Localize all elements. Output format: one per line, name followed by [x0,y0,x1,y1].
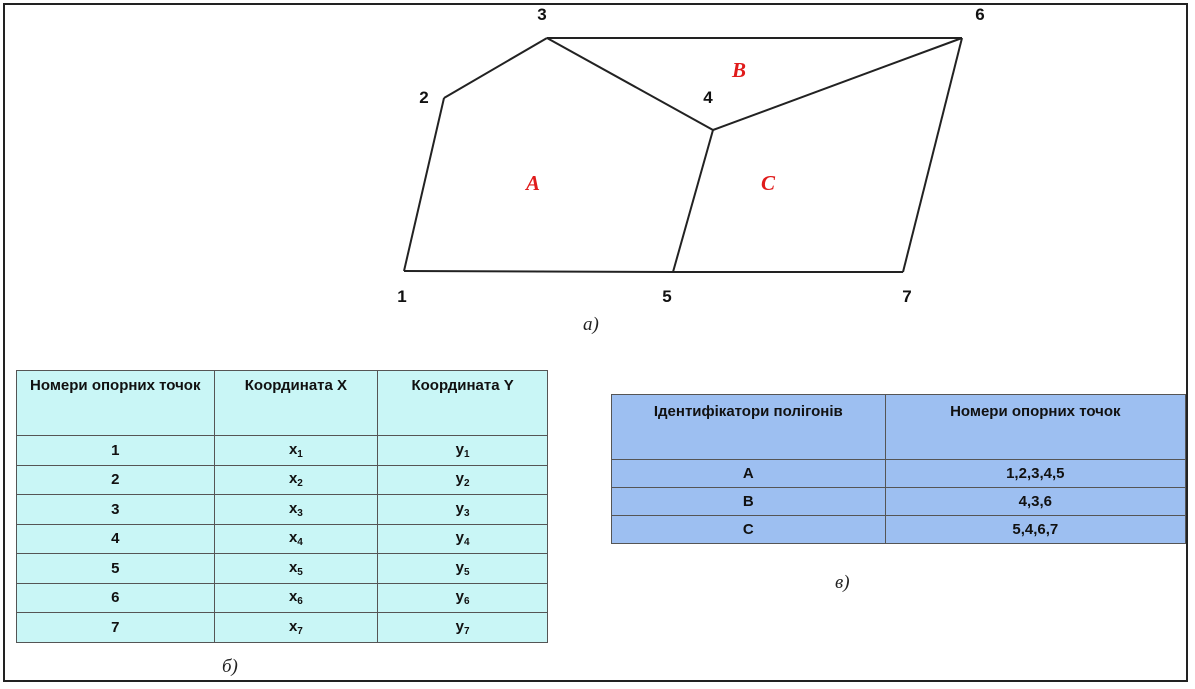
coord-y: $y_4$ [378,524,548,554]
coord-y: $y_2$ [378,465,548,495]
point-number: 4 [17,524,215,554]
polygons-table [611,394,1186,544]
coord-x: $x_2$ [214,465,378,495]
edge-6-7 [903,38,962,272]
table-row [17,613,548,643]
table-row [17,524,548,554]
point-number: 2 [17,465,215,495]
coord-y: $y_3$ [378,495,548,525]
polygon-id: B [612,488,886,516]
edge-3-4 [547,38,713,130]
point-number: 5 [17,554,215,584]
coord-y: $y_7$ [378,613,548,643]
node-label-6: 6 [975,5,985,24]
polygon-label-A: A [525,171,541,195]
table-row [17,436,548,466]
edge-4-6 [713,38,962,130]
node-label-1: 1 [397,287,407,306]
edge-1-5 [404,271,673,272]
coord-x: $x_5$ [214,554,378,584]
table-row [17,465,548,495]
polygon-label-C: C [760,171,776,195]
polygon-diagram [0,0,1195,340]
diagram-node-labels [397,5,984,306]
header-coord-x: Координата X [214,371,378,436]
edge-2-3 [444,38,547,98]
node-label-7: 7 [902,287,912,306]
point-number: 3 [17,495,215,525]
node-label-4: 4 [703,88,713,107]
edge-4-5 [673,130,713,272]
polygon-point-list: 1,2,3,4,5 [885,460,1185,488]
coord-y: $y_6$ [378,583,548,613]
polygon-id: A [612,460,886,488]
coord-y: $y_5$ [378,554,548,584]
point-number: 7 [17,613,215,643]
points-table-header [17,371,548,436]
polygon-point-list: 4,3,6 [885,488,1185,516]
table-row [612,516,1186,544]
node-label-2: 2 [419,88,429,107]
coord-x: $x_7$ [214,613,378,643]
table-row [612,488,1186,516]
header-polygon-ids: Ідентифікатори полігонів [612,395,886,460]
polygon-point-list: 5,4,6,7 [885,516,1185,544]
caption-a: а) [583,314,599,335]
diagram-polygon-labels [524,58,776,195]
diagram-edges [404,38,962,272]
coord-x: $x_3$ [214,495,378,525]
node-label-3: 3 [537,5,547,24]
node-label-5: 5 [662,287,672,306]
point-number: 6 [17,583,215,613]
table-row [17,554,548,584]
table-row [17,495,548,525]
edge-1-2 [404,98,444,271]
polygons-table-header [612,395,1186,460]
polygon-id: C [612,516,886,544]
polygon-label-B: B [731,58,747,82]
header-coord-y: Координата Y [378,371,548,436]
point-number: 1 [17,436,215,466]
points-table [16,370,548,643]
coord-x: $x_1$ [214,436,378,466]
caption-c: в) [835,572,850,593]
table-row [17,583,548,613]
caption-b: б) [222,656,238,677]
coord-y: $y_1$ [378,436,548,466]
table-row [612,460,1186,488]
coord-x: $x_4$ [214,524,378,554]
header-polygon-points: Номери опорних точок [885,395,1185,460]
coord-x: $x_6$ [214,583,378,613]
header-point-numbers: Номери опорних точок [17,371,215,436]
